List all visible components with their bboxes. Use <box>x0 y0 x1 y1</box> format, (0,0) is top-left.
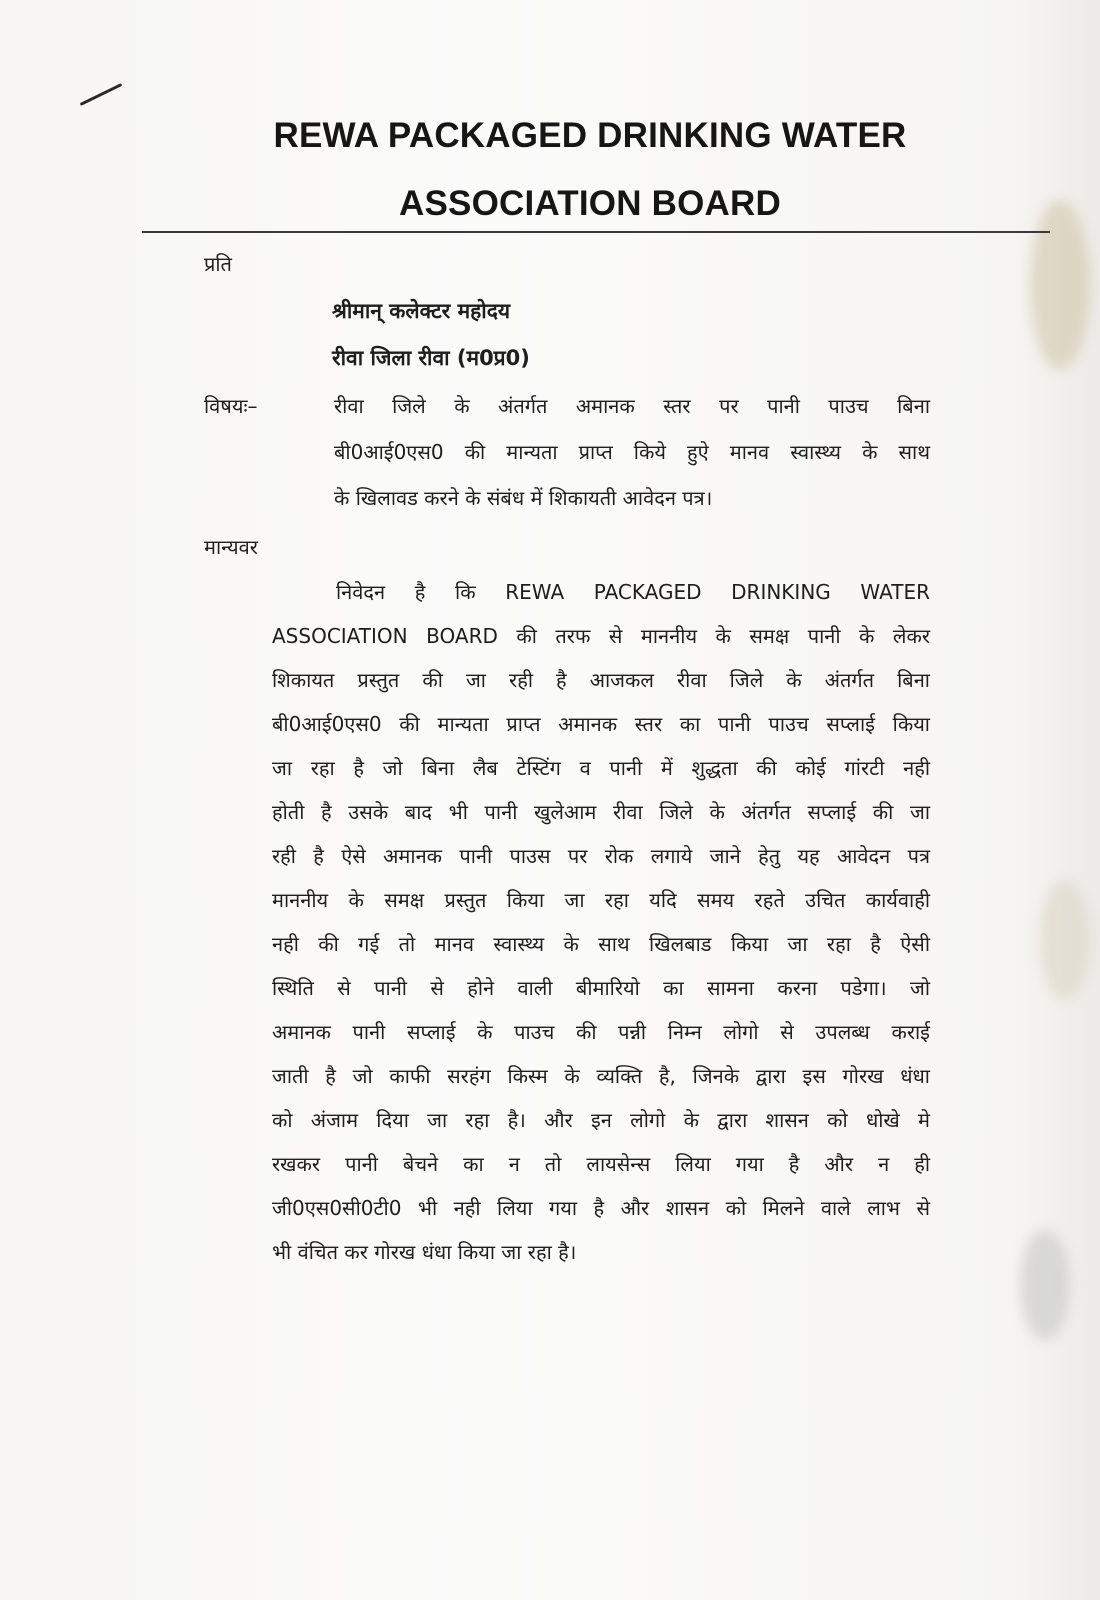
paper-stain <box>1040 880 1090 1000</box>
body-line: माननीय के समक्ष प्रस्तुत किया जा रहा यदि समय रहते उचित कार्यवाही <box>272 888 930 912</box>
body-line: भी वंचित कर गोरख धंधा किया जा रहा है। <box>272 1240 577 1264</box>
body-line: नही की गई तो मानव स्वास्थ्य के साथ खिलबाड किया जा रहा है ऐसी <box>272 932 930 956</box>
subject-line: रीवा जिले के अंतर्गत अमानक स्तर पर पानी पाउच बिना <box>334 394 930 418</box>
subject-label: विषयः– <box>204 394 258 418</box>
body-line: को अंजाम दिया जा रहा है। और इन लोगो के द्वारा शासन को धोखे मे <box>272 1108 930 1132</box>
addressee-line1: श्रीमान् कलेक्टर महोदय <box>332 299 511 323</box>
body-line: ASSOCIATION BOARD की तरफ से माननीय के समक्ष पानी के लेकर <box>272 624 930 648</box>
pen-tick-mark <box>80 83 123 106</box>
subject-line: बी0आई0एस0 की मान्यता प्राप्त किये हुऐ मानव स्वास्थ्य के साथ <box>334 440 930 464</box>
paper-stain <box>1020 1230 1070 1340</box>
letterhead-title-line2: ASSOCIATION BOARD <box>399 184 781 223</box>
prati-label: प्रति <box>204 252 232 276</box>
body-line: जी0एस0सी0टी0 भी नही लिया गया है और शासन को मिलने वाले लाभ से <box>272 1196 930 1220</box>
body-line: होती है उसके बाद भी पानी खुलेआम रीवा जिले के अंतर्गत सप्लाई की जा <box>272 800 930 824</box>
header-divider <box>142 231 1050 233</box>
body-line: शिकायत प्रस्तुत की जा रही है आजकल रीवा जिले के अंतर्गत बिना <box>272 668 930 692</box>
body-line: रही है ऐसे अमानक पानी पाउस पर रोक लगाये जाने हेतु यह आवेदन पत्र <box>272 844 930 868</box>
subject-line: के खिलावड करने के संबंध में शिकायती आवेदन पत्र। <box>334 486 713 510</box>
letterhead-title-line1: REWA PACKAGED DRINKING WATER <box>273 116 907 155</box>
paper-stain <box>1030 200 1090 370</box>
body-line: रखकर पानी बेचने का न तो लायसेन्स लिया गया है और न ही <box>272 1152 930 1176</box>
body-line: जाती है जो काफी सरहंग किस्म के व्यक्ति है, जिनके द्वारा इस गोरख धंधा <box>272 1064 930 1088</box>
body-line: बी0आई0एस0 की मान्यता प्राप्त अमानक स्तर का पानी पाउच सप्लाई किया <box>272 712 930 736</box>
body-line: स्थिति से पानी से होने वाली बीमारियो का सामना करना पडेगा। जो <box>272 976 930 1000</box>
salutation: मान्यवर <box>204 535 258 559</box>
body-line: अमानक पानी सप्लाई के पाउच की पन्नी निम्न लोगो से उपलब्ध कराई <box>272 1020 930 1044</box>
addressee-line2: रीवा जिला रीवा (म0प्र0) <box>332 346 530 370</box>
body-line: निवेदन है कि REWA PACKAGED DRINKING WATER <box>336 580 930 604</box>
body-line: जा रहा है जो बिना लैब टेस्टिंग व पानी में शुद्धता की कोई गांरटी नही <box>272 756 930 780</box>
